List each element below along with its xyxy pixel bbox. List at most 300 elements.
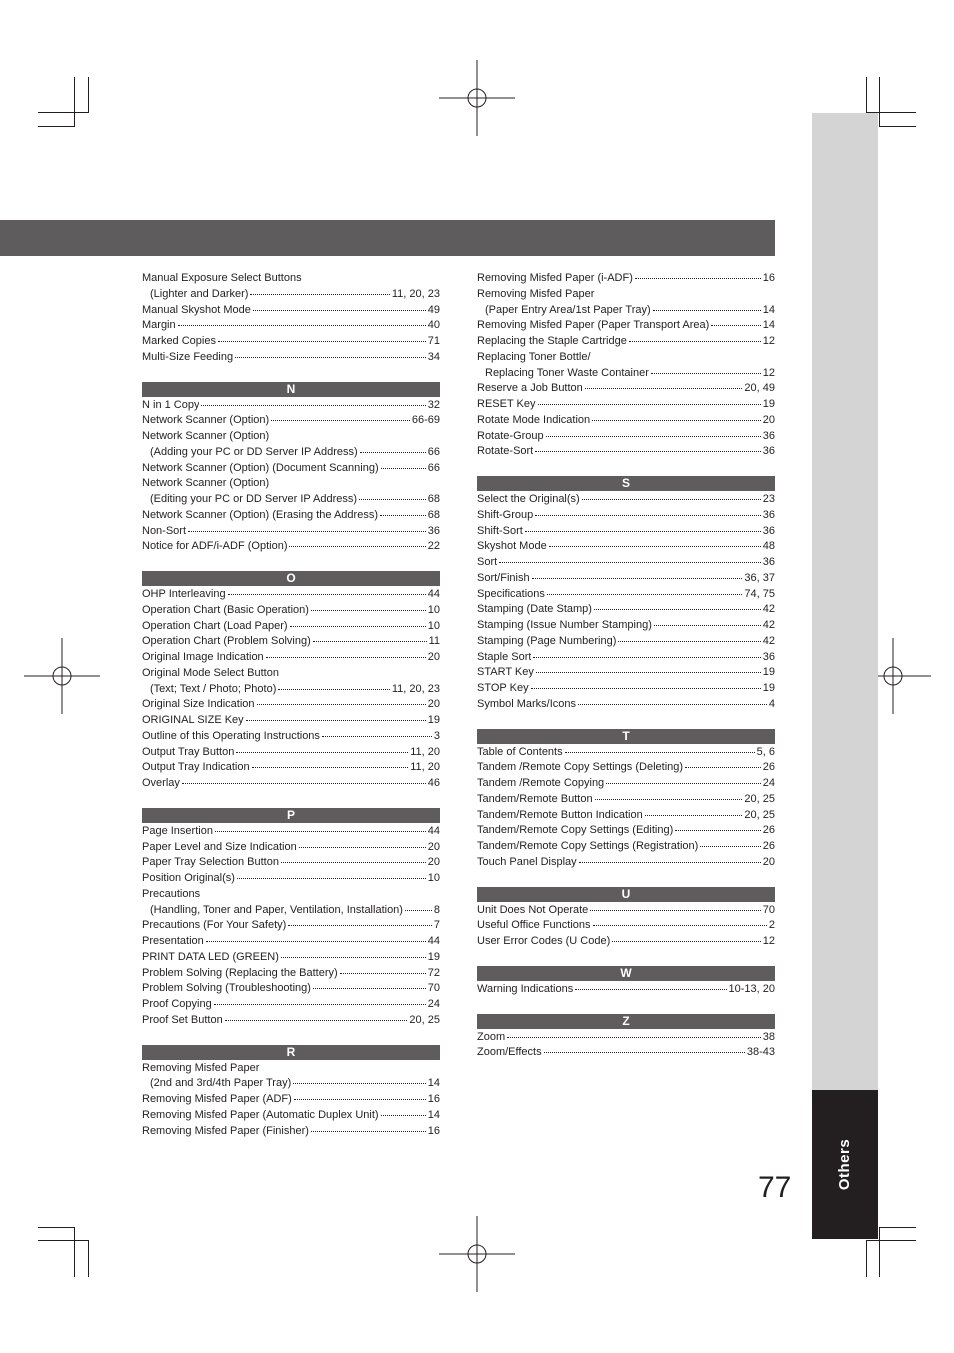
- index-entry: [477, 839, 775, 855]
- crop-mark: [88, 77, 89, 113]
- dot-leader: [188, 530, 426, 532]
- index-entry-heading: Removing Misfed Paper: [142, 1061, 260, 1074]
- index-term: Problem Solving (Troubleshooting): [142, 982, 311, 995]
- index-entry-row: [477, 745, 775, 761]
- index-term: (2nd and 3rd/4th Paper Tray): [150, 1077, 292, 1090]
- index-section: [477, 476, 775, 713]
- dot-leader: [700, 845, 760, 847]
- dot-leader: [178, 324, 426, 326]
- index-term: Useful Office Functions: [477, 919, 591, 932]
- index-term: Proof Copying: [142, 998, 212, 1010]
- crop-mark: [866, 1240, 916, 1241]
- page-reference: 71: [427, 335, 440, 347]
- page-reference: 36: [762, 508, 775, 521]
- page-reference: 11, 20: [410, 745, 440, 758]
- index-entry: [142, 855, 440, 871]
- crop-mark: [866, 77, 867, 113]
- index-entry: [477, 555, 775, 571]
- index-entry-row: [477, 303, 775, 319]
- dot-leader: [246, 719, 426, 721]
- index-entry: [477, 413, 775, 429]
- index-entry-row: [477, 444, 775, 460]
- crop-mark: [88, 1240, 89, 1277]
- page-reference: 11: [428, 635, 440, 648]
- dot-leader: [293, 1082, 426, 1084]
- index-term: Outline of this Operating Instructions: [142, 729, 320, 742]
- index-entry-row: [477, 808, 775, 824]
- index-entry: [477, 745, 775, 761]
- section-letter-heading: R: [142, 1045, 440, 1060]
- index-term: Tandem /Remote Copying: [477, 777, 605, 789]
- dot-leader: [380, 514, 426, 516]
- index-term: Removing Misfed Paper (Finisher): [142, 1124, 309, 1137]
- index-term: Page Insertion: [142, 824, 213, 837]
- index-entry-row: [142, 981, 440, 997]
- index-entry-row: [142, 287, 440, 303]
- index-entry-heading: Network Scanner (Option): [142, 430, 270, 442]
- index-entry-row: [142, 713, 440, 729]
- index-entry: [477, 397, 775, 413]
- index-entry: [142, 334, 440, 350]
- index-entry-row: [142, 840, 440, 856]
- index-term: Original Size Indication: [142, 698, 255, 711]
- dot-leader: [594, 608, 761, 610]
- index-term: User Error Codes (U Code): [477, 935, 611, 947]
- index-entry-row: [142, 1076, 440, 1092]
- index-entry-row: [142, 934, 440, 950]
- index-section: [142, 571, 440, 792]
- index-entry-row: [477, 492, 775, 508]
- index-entry: [142, 745, 440, 761]
- dot-leader: [311, 609, 426, 611]
- index-term: Paper Level and Size Indication: [142, 840, 297, 853]
- index-term: Removing Misfed Paper (Paper Transport Area): [477, 319, 710, 332]
- crop-mark: [879, 126, 916, 127]
- dot-leader: [257, 703, 426, 705]
- index-term: Table of Contents: [477, 745, 563, 758]
- section-letter-heading: N: [142, 382, 440, 397]
- page-reference: 10-13, 20: [728, 982, 775, 995]
- index-entry-row: [142, 745, 440, 761]
- index-term: ORIGINAL SIZE Key: [142, 714, 244, 726]
- page-reference: 19: [762, 666, 775, 679]
- index-entry-row: [142, 918, 440, 934]
- page-reference: 12: [762, 335, 775, 347]
- index-entry: [142, 271, 440, 303]
- page-reference: 44: [427, 824, 440, 837]
- index-entry-row: [477, 760, 775, 776]
- index-section: [477, 729, 775, 871]
- index-term: Network Scanner (Option): [142, 414, 270, 427]
- index-term: Stamping (Page Numbering): [477, 634, 617, 647]
- index-entry-row: [477, 792, 775, 808]
- page-reference: 36: [762, 556, 775, 568]
- index-entry: [142, 619, 440, 635]
- index-entry: [142, 413, 440, 429]
- index-entry: [142, 760, 440, 776]
- index-entry-row: [477, 366, 775, 382]
- section-letter-heading: W: [477, 966, 775, 981]
- index-entry: [477, 934, 775, 950]
- index-entry-row: [142, 603, 440, 619]
- crop-mark: [74, 77, 75, 127]
- index-term: (Paper Entry Area/1st Paper Tray): [485, 303, 651, 316]
- page-reference: 23: [762, 493, 775, 505]
- index-entry: [477, 444, 775, 460]
- page-reference: 36: [762, 445, 775, 458]
- index-entry: [142, 350, 440, 366]
- index-entry: [477, 492, 775, 508]
- dot-leader: [565, 751, 755, 753]
- page-reference: 14: [427, 1077, 440, 1090]
- dot-leader: [547, 593, 743, 595]
- index-entry: [142, 1092, 440, 1108]
- page-reference: 20, 25: [744, 808, 775, 821]
- index-term: Select the Original(s): [477, 493, 580, 505]
- index-entry: [477, 287, 775, 319]
- index-entry-row: [477, 618, 775, 634]
- index-entry-row: [142, 1108, 440, 1124]
- index-section: [477, 966, 775, 998]
- index-term: Shift-Group: [477, 508, 534, 521]
- page-reference: 16: [427, 1093, 440, 1105]
- dot-leader: [225, 1019, 408, 1021]
- index-entry: [142, 887, 440, 919]
- index-term: Sort/Finish: [477, 571, 530, 584]
- index-entry-row: [477, 934, 775, 950]
- index-term: Tandem/Remote Copy Settings (Editing): [477, 824, 674, 837]
- index-entry-row: [142, 587, 440, 603]
- dot-leader: [322, 735, 432, 737]
- side-tab-label: Others: [836, 1138, 854, 1191]
- index-entry: [477, 823, 775, 839]
- index-entry-row: [142, 760, 440, 776]
- index-entry-row: [477, 982, 775, 998]
- side-tab-background: [812, 113, 878, 1090]
- index-entry-row: [142, 398, 440, 414]
- dot-leader: [711, 324, 760, 326]
- page-reference: 20: [762, 413, 775, 426]
- page-reference: 38-43: [746, 1046, 775, 1059]
- index-term: Manual Skyshot Mode: [142, 303, 251, 316]
- dot-leader: [635, 277, 761, 279]
- crop-mark: [879, 77, 880, 127]
- dot-leader: [533, 656, 760, 658]
- index-entry-row: [142, 1013, 440, 1029]
- index-entry: [477, 524, 775, 540]
- index-entry: [142, 603, 440, 619]
- index-entry: [477, 634, 775, 650]
- dot-leader: [266, 656, 426, 658]
- page-reference: 7: [433, 919, 440, 932]
- page-reference: 68: [427, 493, 440, 505]
- page-reference: 16: [762, 272, 775, 284]
- index-term: (Text; Text / Photo; Photo): [150, 682, 277, 695]
- section-letter-heading: U: [477, 887, 775, 902]
- index-entry-row: [142, 997, 440, 1013]
- dot-leader: [546, 435, 761, 437]
- index-entry-row: [142, 871, 440, 887]
- index-entry-row: [142, 682, 440, 698]
- page-reference: 42: [762, 634, 775, 647]
- index-entry: [477, 508, 775, 524]
- index-entry-row: [477, 650, 775, 666]
- index-entry: [142, 318, 440, 334]
- dot-leader: [592, 419, 761, 421]
- page-reference: 8: [433, 903, 440, 916]
- index-entry-row: [477, 539, 775, 555]
- dot-leader: [595, 798, 743, 800]
- index-term: Original Image Indication: [142, 651, 264, 663]
- dot-leader: [590, 909, 760, 911]
- index-entry-row: [477, 823, 775, 839]
- index-term: Tandem/Remote Button Indication: [477, 808, 643, 821]
- dot-leader: [215, 830, 426, 832]
- page-reference: 46: [427, 777, 440, 789]
- index-section: [477, 887, 775, 950]
- index-term: Paper Tray Selection Button: [142, 856, 279, 869]
- dot-leader: [532, 577, 743, 579]
- index-entry-row: [142, 729, 440, 745]
- index-entry-row: [477, 697, 775, 713]
- page-number: 77: [758, 1171, 792, 1204]
- dot-leader: [582, 498, 761, 500]
- index-term: Skyshot Mode: [477, 540, 547, 553]
- dot-leader: [612, 940, 760, 942]
- dot-leader: [645, 814, 743, 816]
- index-entry-row: [142, 445, 440, 461]
- dot-leader: [360, 451, 426, 453]
- index-entry: [142, 398, 440, 414]
- dot-leader: [281, 861, 426, 863]
- index-term: Network Scanner (Option) (Document Scanning): [142, 461, 379, 474]
- page-reference: 22: [427, 540, 440, 553]
- index-entry: [477, 665, 775, 681]
- index-term: Tandem /Remote Copy Settings (Deleting): [477, 761, 684, 774]
- dot-leader: [359, 498, 426, 500]
- registration-mark-icon: [439, 60, 515, 136]
- dot-leader: [653, 309, 761, 311]
- index-term: Shift-Sort: [477, 524, 523, 537]
- dot-leader: [182, 782, 426, 784]
- dot-leader: [606, 782, 761, 784]
- dot-leader: [544, 1051, 745, 1053]
- index-entry-row: [142, 824, 440, 840]
- index-column-right: [477, 271, 775, 1077]
- index-entry-row: [142, 524, 440, 540]
- index-entry: [477, 429, 775, 445]
- index-term: Stamping (Issue Number Stamping): [477, 619, 652, 631]
- page-reference: 20: [427, 856, 440, 869]
- index-term: Rotate Mode Indication: [477, 413, 591, 426]
- dot-leader: [235, 356, 426, 358]
- index-entry-row: [477, 381, 775, 397]
- dot-leader: [281, 956, 426, 958]
- index-entry-row: [142, 950, 440, 966]
- page-reference: 19: [762, 682, 775, 694]
- index-entry-heading: Network Scanner (Option): [142, 477, 270, 490]
- index-entry-row: [477, 524, 775, 540]
- dot-leader: [585, 387, 743, 389]
- index-entry: [142, 997, 440, 1013]
- dot-leader: [381, 1114, 426, 1116]
- index-entry: [142, 650, 440, 666]
- page-reference: 24: [762, 777, 775, 789]
- dot-leader: [549, 545, 761, 547]
- index-entry: [142, 1124, 440, 1140]
- dot-leader: [651, 372, 761, 374]
- dot-leader: [294, 1098, 426, 1100]
- index-entry: [477, 697, 775, 713]
- index-term: Removing Misfed Paper (i-ADF): [477, 272, 633, 284]
- index-entry: [142, 871, 440, 887]
- dot-leader: [535, 450, 761, 452]
- index-entry-row: [142, 318, 440, 334]
- index-entry-row: [477, 1045, 775, 1061]
- index-term: Operation Chart (Problem Solving): [142, 635, 311, 648]
- index-term: Rotate-Sort: [477, 445, 534, 458]
- index-entry: [477, 776, 775, 792]
- index-entry-row: [142, 855, 440, 871]
- dot-leader: [654, 624, 761, 626]
- index-entry-row: [477, 855, 775, 871]
- index-term: Overlay: [142, 777, 180, 789]
- registration-mark-icon: [24, 638, 100, 714]
- page-reference: 20, 25: [744, 792, 775, 805]
- page-reference: 26: [762, 840, 775, 852]
- index-term: RESET Key: [477, 398, 536, 410]
- index-entry-heading: Removing Misfed Paper: [477, 287, 595, 300]
- dot-leader: [236, 751, 408, 753]
- dot-leader: [381, 467, 426, 469]
- index-entry-row: [142, 634, 440, 650]
- index-entry: [142, 824, 440, 840]
- section-letter-heading: T: [477, 729, 775, 744]
- index-entry-row: [477, 903, 775, 919]
- dot-leader: [685, 766, 761, 768]
- dot-leader: [271, 419, 410, 421]
- page-reference: 20, 49: [744, 382, 775, 395]
- index-entry: [142, 429, 440, 461]
- dot-leader: [311, 1130, 426, 1132]
- index-entry: [477, 650, 775, 666]
- index-entry-row: [477, 776, 775, 792]
- page-reference: 49: [427, 303, 440, 316]
- dot-leader: [535, 514, 761, 516]
- page-reference: 36: [427, 524, 440, 537]
- dot-leader: [218, 340, 426, 342]
- index-term: Problem Solving (Replacing the Battery): [142, 966, 338, 979]
- crop-mark: [879, 1227, 916, 1228]
- header-bar: [0, 220, 775, 256]
- dot-leader: [575, 988, 726, 990]
- index-entry-row: [477, 413, 775, 429]
- index-term: STOP Key: [477, 682, 529, 694]
- index-term: Output Tray Button: [142, 745, 235, 758]
- index-section: [477, 1014, 775, 1062]
- index-term: (Handling, Toner and Paper, Ventilation, Installation): [150, 903, 403, 916]
- page-reference: 20: [762, 855, 775, 868]
- index-term: Non-Sort: [142, 524, 187, 537]
- index-entry: [142, 840, 440, 856]
- index-entry-heading: Precautions: [142, 887, 201, 900]
- index-entry-row: [142, 619, 440, 635]
- index-entry: [477, 587, 775, 603]
- index-entry: [142, 934, 440, 950]
- index-term: (Adding your PC or DD Server IP Address): [150, 445, 358, 458]
- page-reference: 4: [768, 697, 775, 710]
- dot-leader: [618, 640, 760, 642]
- index-entry: [477, 381, 775, 397]
- crop-mark: [879, 1227, 880, 1277]
- page-reference: 14: [762, 319, 775, 332]
- index-entry: [142, 1061, 440, 1093]
- dot-leader: [525, 530, 761, 532]
- page-reference: 19: [427, 714, 440, 726]
- index-entry-row: [477, 918, 775, 934]
- index-term: Specifications: [477, 587, 545, 600]
- page-reference: 16: [427, 1124, 440, 1137]
- index-entry-row: [142, 1092, 440, 1108]
- page-reference: 14: [762, 303, 775, 316]
- dot-leader: [228, 593, 426, 595]
- index-entry: [142, 918, 440, 934]
- index-column-left: [142, 271, 440, 1155]
- crop-mark: [38, 126, 74, 127]
- dot-leader: [299, 846, 426, 848]
- index-term: Output Tray Indication: [142, 761, 250, 774]
- dot-leader: [206, 940, 426, 942]
- dot-leader: [499, 561, 761, 563]
- dot-leader: [507, 1036, 761, 1038]
- page-reference: 70: [762, 903, 775, 916]
- index-entry: [477, 855, 775, 871]
- index-term: Replacing the Staple Cartridge: [477, 335, 627, 347]
- index-entry: [477, 808, 775, 824]
- dot-leader: [579, 861, 761, 863]
- registration-mark-icon: [439, 1216, 515, 1292]
- page-reference: 14: [427, 1108, 440, 1121]
- page-reference: 12: [762, 366, 775, 379]
- dot-leader: [250, 293, 389, 295]
- page-reference: 26: [762, 761, 775, 774]
- dot-leader: [675, 829, 760, 831]
- index-section: [142, 271, 440, 366]
- page-reference: 36: [762, 650, 775, 663]
- section-letter-heading: S: [477, 476, 775, 491]
- index-term: Margin: [142, 319, 176, 332]
- page-reference: 3: [433, 729, 440, 742]
- page-reference: 70: [427, 982, 440, 995]
- index-entry-row: [477, 555, 775, 571]
- index-entry: [142, 981, 440, 997]
- crop-mark: [74, 1227, 75, 1277]
- page-reference: 44: [427, 588, 440, 600]
- index-entry-row: [477, 397, 775, 413]
- index-entry-heading: Original Mode Select Button: [142, 666, 279, 679]
- page-reference: 36: [762, 429, 775, 442]
- index-entry-row: [142, 776, 440, 792]
- index-entry: [142, 950, 440, 966]
- index-term: Precautions (For Your Safety): [142, 919, 287, 932]
- index-entry-row: [477, 665, 775, 681]
- page-reference: 5, 6: [756, 745, 775, 758]
- index-entry-row: [142, 413, 440, 429]
- index-term: Removing Misfed Paper (ADF): [142, 1093, 292, 1105]
- dot-leader: [201, 404, 425, 406]
- dot-leader: [313, 987, 426, 989]
- index-entry: [142, 1108, 440, 1124]
